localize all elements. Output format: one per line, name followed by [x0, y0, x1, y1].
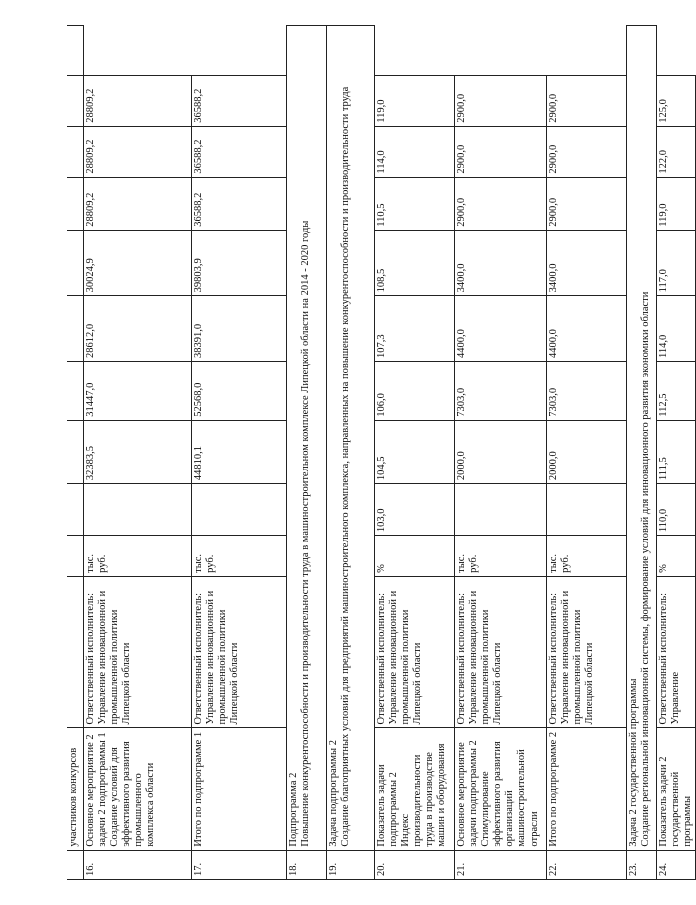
value-cell: [546, 484, 626, 536]
value-cell: 4400,0: [546, 296, 626, 362]
value-cell: 32383,5: [83, 420, 191, 483]
indicator-name-cell: Показатель задачи подпрограммы 2 Индекс производительности труда в производстве машин и оборудования: [374, 728, 454, 850]
indicator-name-cell: Основное мероприятие задачи подпрограммы 2 Стимулирование эффективного развития организаций машиностроительной отрасли: [454, 728, 546, 850]
value-cell: 7303,0: [454, 361, 546, 420]
empty-cell: [67, 26, 83, 76]
value-cell: 28809,2: [83, 177, 191, 230]
row-number-cell: 16.: [83, 850, 191, 879]
value-cell: 111,5: [656, 420, 696, 483]
value-cell: 2900,0: [546, 75, 626, 126]
value-cell: 2900,0: [454, 177, 546, 230]
value-cell: 110,5: [374, 177, 454, 230]
value-cell: 28809,2: [83, 126, 191, 177]
empty-cell: [67, 230, 83, 296]
value-cell: 4400,0: [454, 296, 546, 362]
empty-cell: [67, 75, 83, 126]
unit-cell: %: [656, 536, 696, 577]
indicator-name-cell: Итого по подпрограмме 1: [191, 728, 286, 850]
value-cell: 38391,0: [191, 296, 286, 362]
value-cell: 2900,0: [454, 75, 546, 126]
row-number-cell: 22.: [546, 850, 626, 879]
value-cell: 103,0: [374, 484, 454, 536]
value-cell: 36588,2: [191, 177, 286, 230]
empty-cell: [67, 126, 83, 177]
value-cell: 2900,0: [546, 177, 626, 230]
table-row: [454, 26, 546, 880]
empty-cell: [67, 361, 83, 420]
value-cell: [83, 484, 191, 536]
table-body: [67, 26, 696, 880]
value-cell: 117,0: [656, 230, 696, 296]
value-cell: 2000,0: [454, 420, 546, 483]
value-cell: 2900,0: [454, 126, 546, 177]
table-row: [83, 26, 191, 880]
value-cell: 119,0: [656, 177, 696, 230]
value-cell: 119,0: [374, 75, 454, 126]
row-number-cell: 23.: [626, 850, 656, 879]
value-cell: 28809,2: [83, 75, 191, 126]
table-row: [67, 26, 83, 880]
value-cell: 31447,0: [83, 361, 191, 420]
empty-cell: [67, 484, 83, 536]
table-row: [286, 26, 326, 880]
section-heading-cell: Задача подпрограммы 2 Создание благоприятных условий для предприятий машиностроительного комплекса, направленных на повышение конкурентоспособности и производительности труда: [326, 26, 374, 851]
value-cell: 114,0: [656, 296, 696, 362]
value-cell: 39803,9: [191, 230, 286, 296]
indicator-name-cell: Основное мероприятие 2 задачи 2 подпрограммы 1 Создание условий для эффективного развития промышленного комплекса области: [83, 728, 191, 850]
value-cell: 122,0: [656, 126, 696, 177]
empty-cell: [67, 850, 83, 879]
unit-cell: тыс. руб.: [83, 536, 191, 577]
empty-cell: [67, 576, 83, 728]
value-cell: 52568,0: [191, 361, 286, 420]
row-number-cell: 17.: [191, 850, 286, 879]
indicator-name-cell: Итого по подпрограмме 2: [546, 728, 626, 850]
row-number-cell: 19.: [326, 850, 374, 879]
empty-cell: [67, 177, 83, 230]
value-cell: 114,0: [374, 126, 454, 177]
table-row: [191, 26, 286, 880]
row-number-cell: 20.: [374, 850, 454, 879]
value-cell: 110,0: [656, 484, 696, 536]
value-cell: 30024,9: [83, 230, 191, 296]
table-row: [546, 26, 626, 880]
value-cell: [191, 484, 286, 536]
executor-cell: Ответственный исполнитель: Управление инновационной и промышленной политики Липецкой области: [454, 576, 546, 728]
value-cell: 2000,0: [546, 420, 626, 483]
unit-cell: %: [374, 536, 454, 577]
executor-cell: Ответственный исполнитель: Управление инновационной и промышленной политики Липецкой области: [191, 576, 286, 728]
empty-cell: [67, 536, 83, 577]
table-row: [626, 26, 656, 880]
empty-cell: [67, 420, 83, 483]
value-cell: 125,0: [656, 75, 696, 126]
value-cell: 106,0: [374, 361, 454, 420]
section-heading-cell: Подпрограмма 2 Повышение конкурентоспособности и производительности труда в машиностроительном комплексе Липецкой области на 2014 - 2020 годы: [286, 26, 326, 851]
row-number-cell: 24.: [656, 850, 696, 879]
table-row: [656, 26, 696, 880]
table-row: [374, 26, 454, 880]
unit-cell: тыс. руб.: [454, 536, 546, 577]
value-cell: [454, 484, 546, 536]
value-cell: 28612,0: [83, 296, 191, 362]
unit-cell: тыс. руб.: [191, 536, 286, 577]
value-cell: 104,5: [374, 420, 454, 483]
value-cell: 107,3: [374, 296, 454, 362]
value-cell: 3400,0: [454, 230, 546, 296]
unit-cell: тыс. руб.: [546, 536, 626, 577]
table-row: [326, 26, 374, 880]
value-cell: 7303,0: [546, 361, 626, 420]
continued-text-cell: участников конкурсов: [67, 728, 83, 850]
table-rotated-container: [67, 25, 693, 880]
value-cell: 44810,1: [191, 420, 286, 483]
indicator-name-cell: Показатель задачи 2 государственной программы: [656, 728, 696, 850]
row-number-cell: 18.: [286, 850, 326, 879]
value-cell: 3400,0: [546, 230, 626, 296]
value-cell: 112,5: [656, 361, 696, 420]
executor-cell: Ответственный исполнитель: Управление: [656, 576, 696, 728]
executor-cell: Ответственный исполнитель: Управление инновационной и промышленной политики Липецкой области: [83, 576, 191, 728]
section-heading-cell: Задача 2 государственной программы Создание региональной инновационной системы, формирование условий для инновационного развития экономики области: [626, 26, 656, 851]
empty-cell: [67, 296, 83, 362]
row-number-cell: 21.: [454, 850, 546, 879]
value-cell: 36588,2: [191, 75, 286, 126]
value-cell: 2900,0: [546, 126, 626, 177]
value-cell: 36588,2: [191, 126, 286, 177]
executor-cell: Ответственный исполнитель: Управление инновационной и промышленной политики Липецкой области: [546, 576, 626, 728]
value-cell: 108,5: [374, 230, 454, 296]
executor-cell: Ответственный исполнитель: Управление инновационной и промышленной политики Липецкой области: [374, 576, 454, 728]
program-indicators-table: [67, 25, 696, 880]
